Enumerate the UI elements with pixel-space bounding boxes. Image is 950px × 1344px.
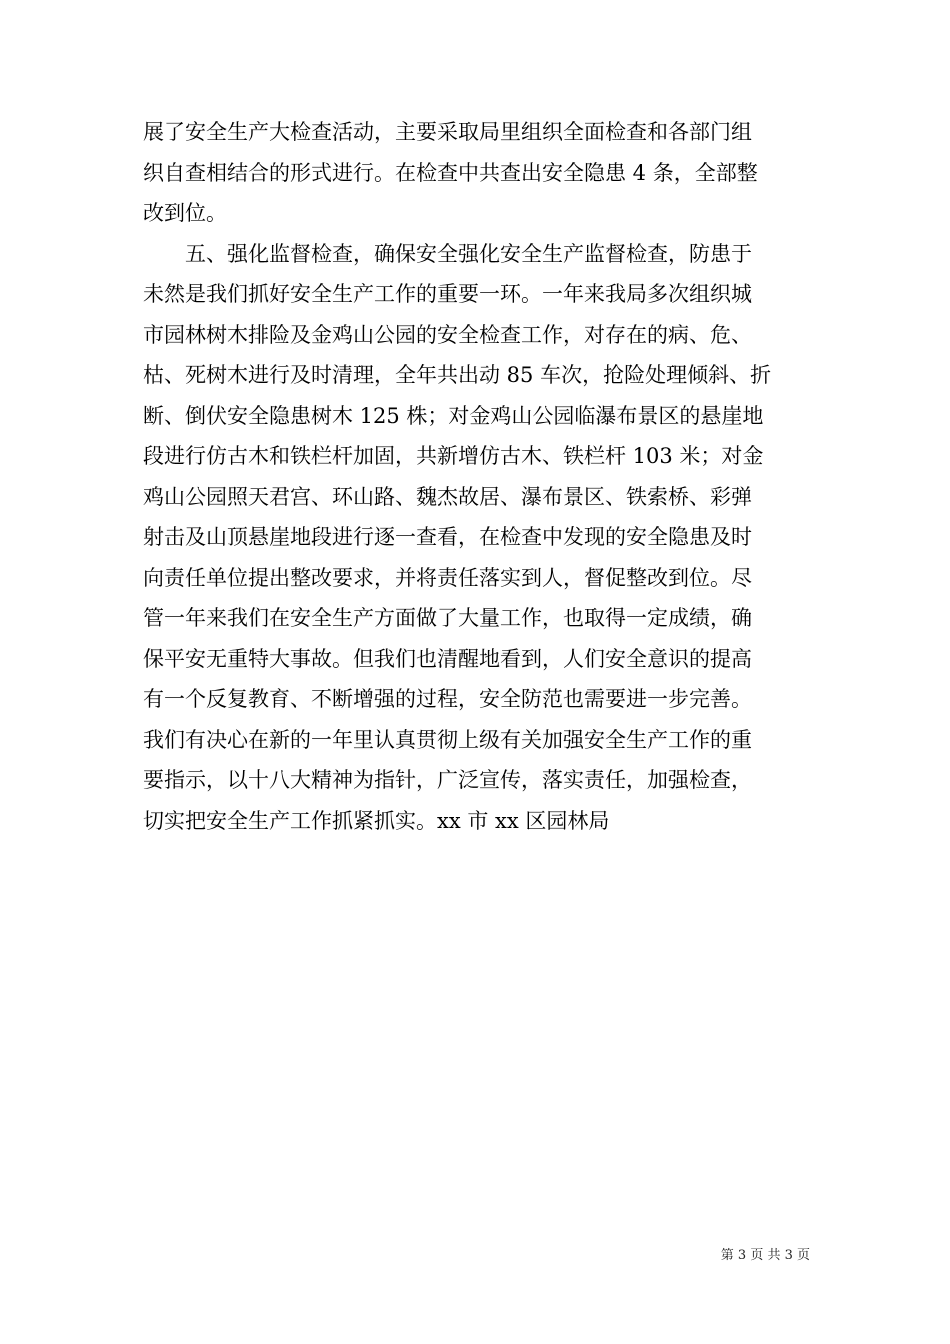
text-line: 要指示，以十八大精神为指针，广泛宣传，落实责任，加强检查，: [143, 768, 752, 792]
text-line: 织自查相结合的形式进行。在检查中共查出安全隐患 4 条，全部整: [143, 160, 758, 185]
text-line: 断、倒伏安全隐患树木 125 株；对金鸡山公园临瀑布景区的悬崖地: [143, 403, 764, 428]
text-line: 段进行仿古木和铁栏杆加固，共新增仿古木、铁栏杆 103 米；对金: [143, 444, 764, 468]
text-line: 射击及山顶悬崖地段进行逐一查看，在检查中发现的安全隐患及时: [143, 525, 752, 549]
text-line: 管一年来我们在安全生产方面做了大量工作，也取得一定成绩，确: [143, 606, 752, 630]
text-line: 改到位。: [143, 201, 227, 225]
text-line: 保平安无重特大事故。但我们也清醒地看到，人们安全意识的提高: [143, 646, 752, 671]
text-line: 未然是我们抓好安全生产工作的重要一环。一年来我局多次组织城: [143, 282, 752, 306]
text-line: 向责任单位提出整改要求，并将责任落实到人，督促整改到位。尽: [143, 565, 752, 590]
text-line: 我们有决心在新的一年里认真贯彻上级有关加强安全生产工作的重: [143, 727, 752, 752]
text-line: 鸡山公园照天君宫、环山路、魏杰故居、瀑布景区、铁索桥、彩弹: [143, 484, 752, 509]
text-line: 枯、死树木进行及时清理，全年共出动 85 车次，抢险处理倾斜、折: [143, 363, 772, 387]
text-line: 五、强化监督检查，确保安全强化安全生产监督检查，防患于: [143, 241, 752, 266]
text-line: 切实把安全生产工作抓紧抓实。xx 市 xx 区园林局: [143, 808, 610, 833]
body-text: [143, 112, 809, 841]
text-line: 展了安全生产大检查活动，主要采取局里组织全面检查和各部门组: [143, 120, 752, 144]
text-line: 有一个反复教育、不断增强的过程，安全防范也需要进一步完善。: [143, 687, 752, 711]
page-number: 第 3 页 共 3 页: [720, 1248, 810, 1263]
text-line: 市园林树木排险及金鸡山公园的安全检查工作，对存在的病、危、: [143, 322, 752, 347]
